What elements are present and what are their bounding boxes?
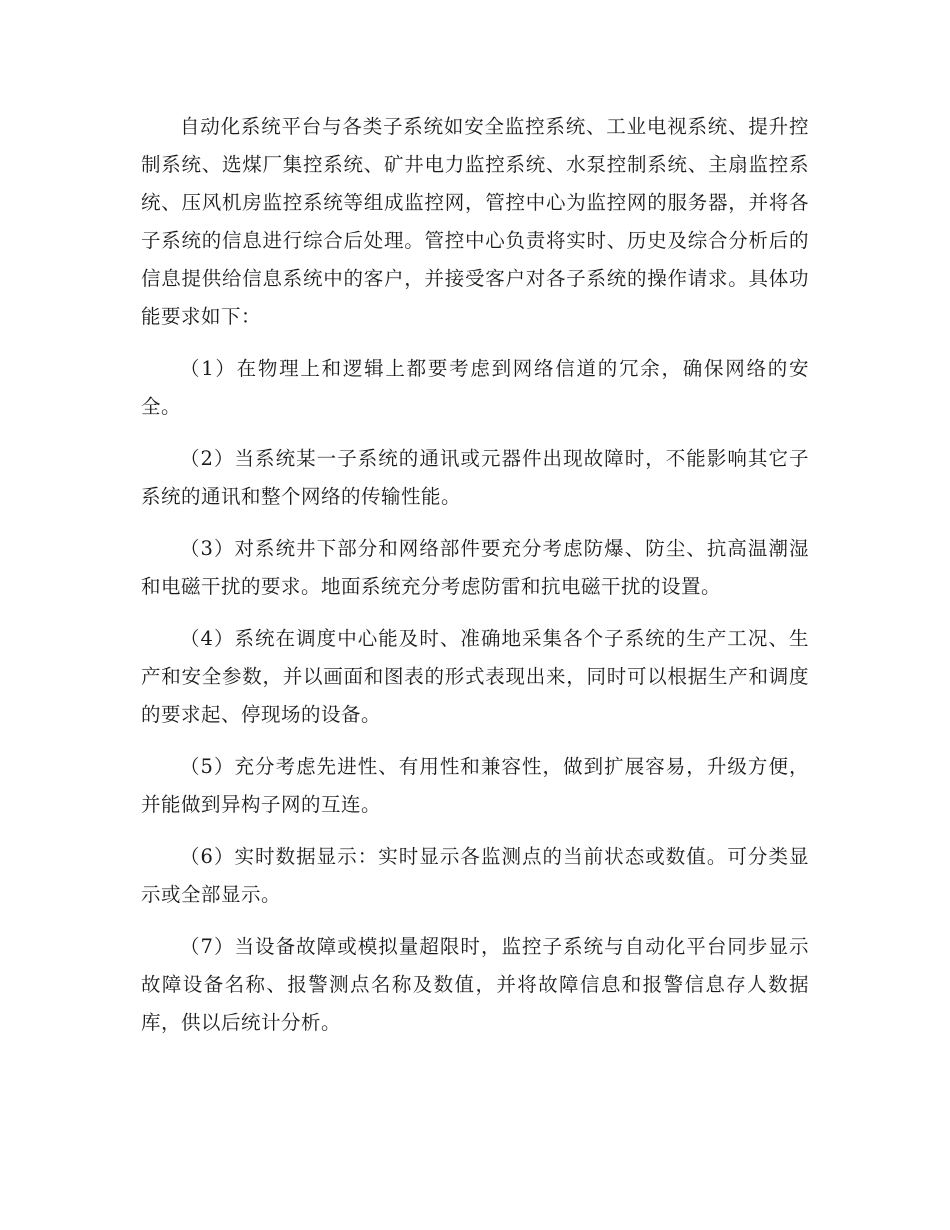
intro-paragraph: 自动化系统平台与各类子系统如安全监控系统、工业电视系统、提升控制系统、选煤厂集控系统、矿井电力监控系统、水泵控制系统、主扇监控系统、压风机房监控系统等组成监控网，管控中心为监控网的服务器，并将各子系统的信息进行综合后处理。管控中心负责将实时、历史及综合分析后的信息提供给信息系统中的客户，并接受客户对各子系统的操作请求。具体功能要求如下： [141,115,809,328]
document-body [141,108,809,1056]
requirement-item-6: （6）实时数据显示：实时显示各监测点的当前状态或数值。可分类显示或全部显示。 [141,845,809,906]
requirement-item-7: （7）当设备故障或模拟量超限时，监控子系统与自动化平台同步显示故障设备名称、报警测点名称及数值，并将故障信息和报警信息存人数据库，供以后统计分析。 [141,935,809,1034]
requirement-item-2: （2）当系统某一子系统的通讯或元器件出现故障时，不能影响其它子系统的通讯和整个网络的传输性能。 [141,447,809,508]
requirement-item-5: （5）充分考虑先进性、有用性和兼容性，做到扩展容易，升级方便，并能做到异构子网的互连。 [141,755,809,816]
requirement-item-1: （1）在物理上和逻辑上都要考虑到网络信道的冗余，确保网络的安全。 [141,357,809,418]
requirement-item-4: （4）系统在调度中心能及时、准确地采集各个子系统的生产工况、生产和安全参数，并以画面和图表的形式表现出来，同时可以根据生产和调度的要求起、停现场的设备。 [141,627,809,726]
requirement-item-3: （3）对系统井下部分和网络部件要充分考虑防爆、防尘、抗高温潮湿和电磁干扰的要求。地面系统充分考虑防雷和抗电磁干扰的设置。 [141,537,809,598]
